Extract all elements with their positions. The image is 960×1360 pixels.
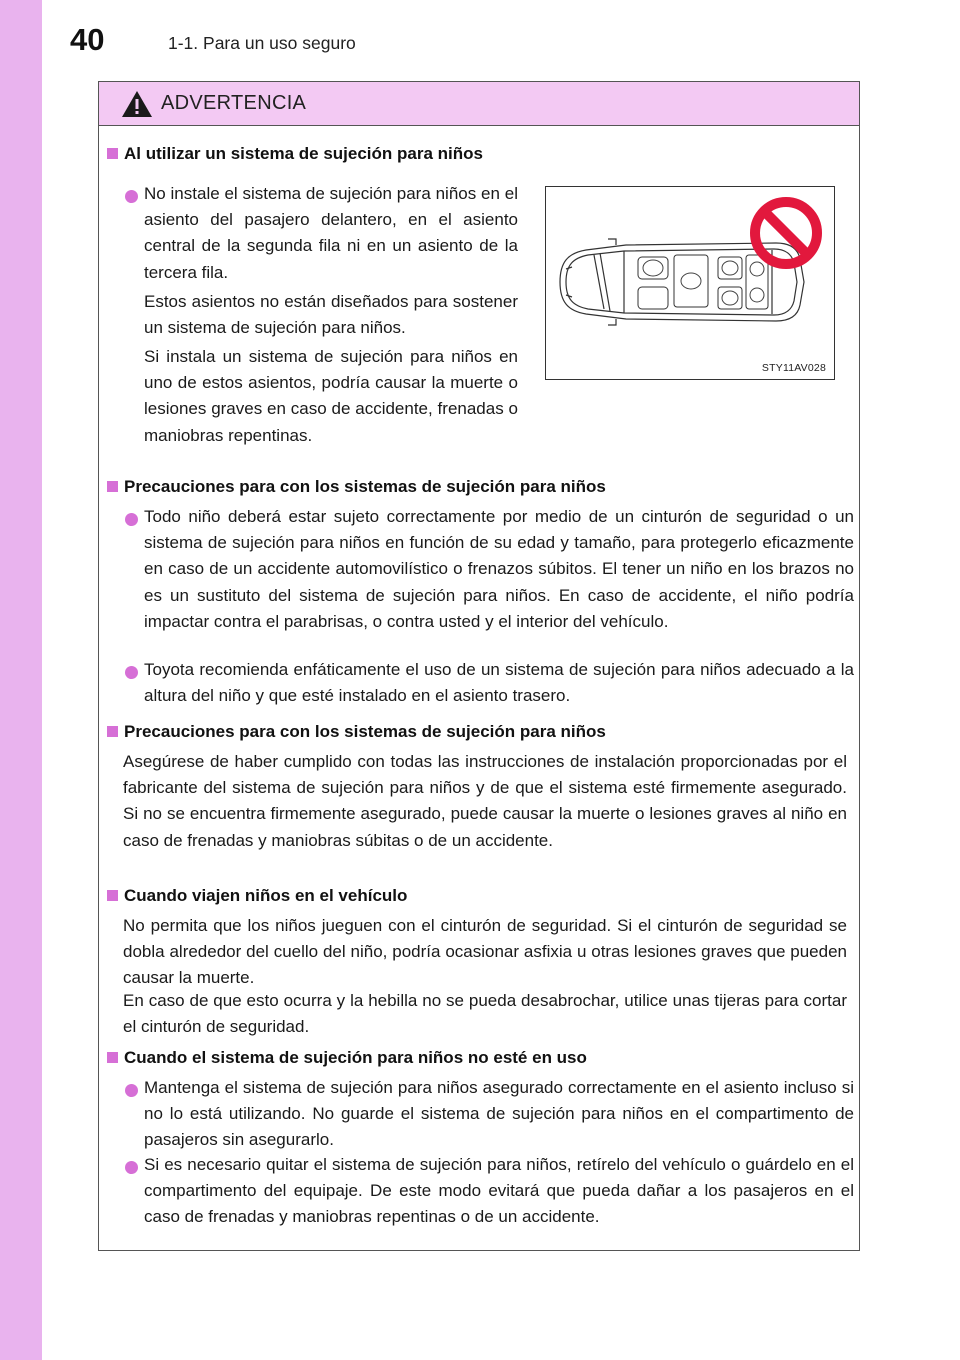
section-title: 1-1. Para un uso seguro (168, 33, 356, 53)
round-bullet-icon (125, 513, 138, 526)
section-heading-1: Al utilizar un sistema de sujeción para niños (107, 144, 483, 164)
section-4-para-1: No permita que los niños jueguen con el cinturón de seguridad. Si el cinturón de seguridad se dobla alrededor del cuello del niño, podría ocasionar asfixia u otras lesiones graves que pueden causar la muerte. (123, 916, 847, 988)
section-heading-2: Precauciones para con los sistemas de sujeción para niños (107, 477, 606, 497)
square-bullet-icon (107, 1052, 118, 1063)
section-2-bullet-1: Todo niño deberá estar sujeto correctamente por medio de un cinturón de seguridad o un sistema de sujeción para niños en función de su edad y tamaño, para protegerlo eficazmente en caso de un accidente automovilístico o frenazos súbitos. El tener un niño en los brazos no es un sustituto del sistema de sujeción para niños. En caso de accidente, el niño podría impactar contra el parabrisas, o contra usted y el interior del vehículo. (144, 507, 854, 631)
square-bullet-icon (107, 481, 118, 492)
round-bullet-icon (125, 1161, 138, 1174)
warning-box (98, 81, 860, 1251)
section-2-bullet-2: Toyota recomienda enfáticamente el uso de un sistema de sujeción para niños adecuado a la altura del niño y que esté instalado en el asiento trasero. (144, 660, 854, 706)
section-heading-5: Cuando el sistema de sujeción para niños no esté en uso (107, 1048, 587, 1068)
section-1-para-3: Si instala un sistema de sujeción para niños en uno de estos asientos, podría causar la muerte o lesiones graves en caso de accidente, frenadas o maniobras repentinas. (144, 347, 518, 445)
section-heading-3: Precauciones para con los sistemas de sujeción para niños (107, 722, 606, 742)
child-seat-diagram (545, 186, 835, 380)
page-number: 40 (70, 22, 105, 57)
round-bullet-icon (125, 190, 138, 203)
section-1-bullet-1: No instale el sistema de sujeción para niños en el asiento del pasajero delantero, en el asiento central de la segunda fila ni en un asiento de la tercera fila. (144, 184, 518, 282)
square-bullet-icon (107, 148, 118, 159)
section-4-para-2: En caso de que esto ocurra y la hebilla no se pueda desabrochar, utilice unas tijeras para cortar el cinturón de seguridad. (123, 991, 847, 1037)
section-5-bullet-1: Mantenga el sistema de sujeción para niños asegurado correctamente en el asiento incluso si no lo está utilizando. No guarde el sistema de sujeción para niños en el compartimento de pasajeros sin asegurarlo. (144, 1078, 854, 1150)
warning-header (99, 82, 859, 126)
warning-triangle-icon (121, 90, 153, 118)
section-5-bullet-2: Si es necesario quitar el sistema de sujeción para niños, retírelo del vehículo o guárdelo en el compartimento del equipaje. De este modo evitará que pueda dañar a los pasajeros en el caso de frenadas y maniobras repentinas o de un accidente. (144, 1155, 854, 1227)
square-bullet-icon (107, 726, 118, 737)
section-heading-4: Cuando viajen niños en el vehículo (107, 886, 407, 906)
section-1-para-2: Estos asientos no están diseñados para sostener un sistema de sujeción para niños. (144, 292, 518, 338)
section-3-para: Asegúrese de haber cumplido con todas las instrucciones de instalación proporcionadas por el fabricante del sistema de sujeción para niños y de que el sistema esté firmemente asegurado. Si no se encuentra firmemente asegurado, puede causar la muerte o lesiones graves al niño en caso de frenadas y maniobras súbitas o de un accidente. (123, 752, 847, 850)
square-bullet-icon (107, 890, 118, 901)
warning-title: ADVERTENCIA (161, 92, 307, 114)
vehicle-top-view-illustration (546, 187, 834, 379)
round-bullet-icon (125, 1084, 138, 1097)
figure-label: STY11AV028 (761, 362, 826, 374)
round-bullet-icon (125, 666, 138, 679)
side-color-strip (0, 0, 42, 1360)
prohibition-icon (755, 202, 817, 264)
